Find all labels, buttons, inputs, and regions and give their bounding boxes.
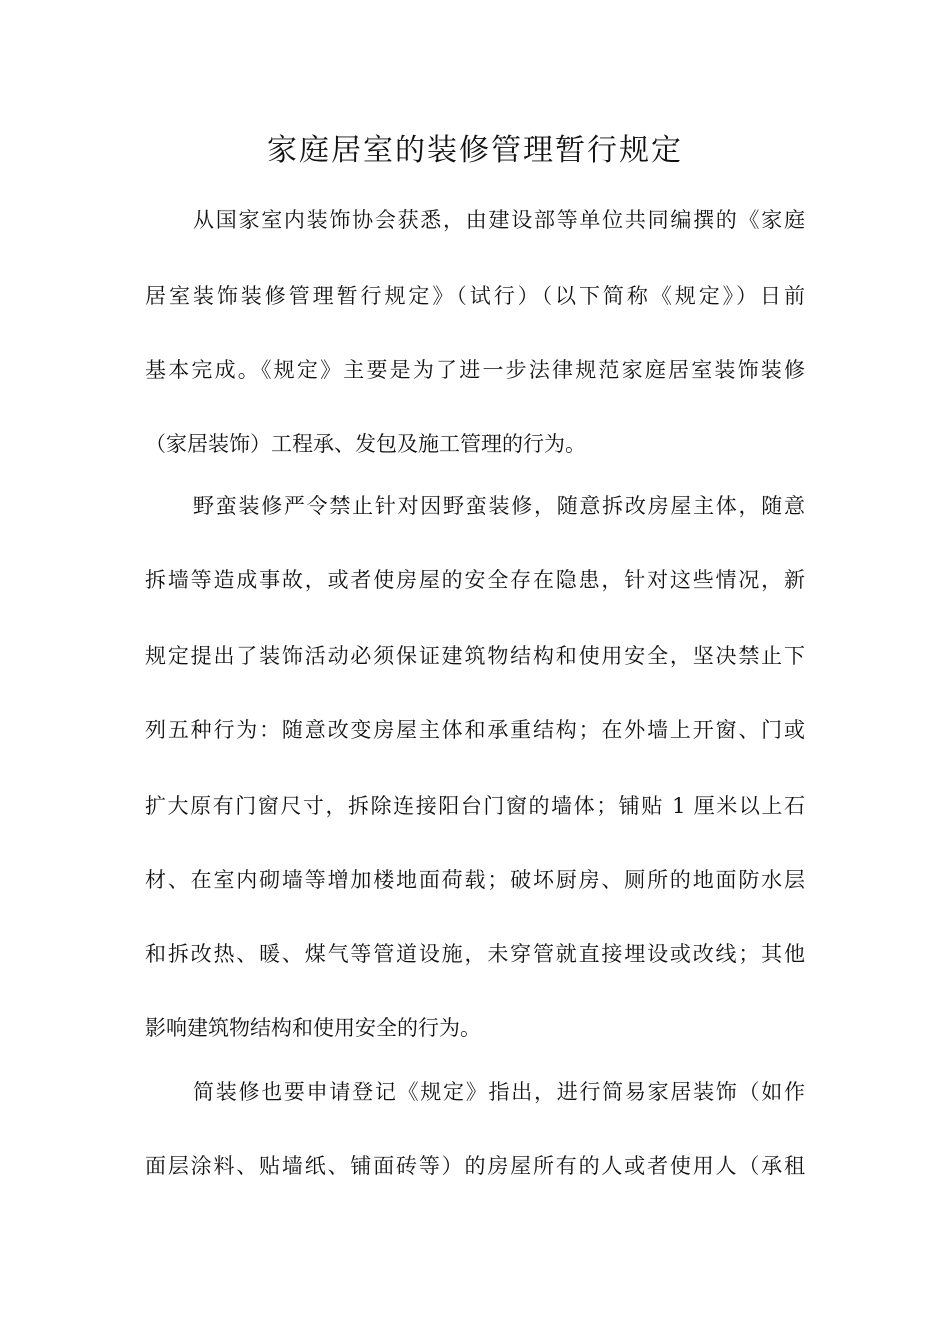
paragraph-2-line-7: 和拆改热、暖、煤气等管道设施，未穿管就直接埋设或改线；其他 bbox=[145, 942, 805, 966]
paragraph-2-line-4: 列五种行为：随意改变房屋主体和承重结构；在外墙上开窗、门或 bbox=[145, 718, 805, 742]
paragraph-2-line-6: 材、在室内砌墙等增加楼地面荷载；破坏厨房、厕所的地面防水层 bbox=[145, 868, 805, 892]
paragraph-3-line-2: 面层涂料、贴墙纸、铺面砖等）的房屋所有的人或者使用人（承租 bbox=[145, 1154, 805, 1178]
paragraph-2-line-5: 扩大原有门窗尺寸，拆除连接阳台门窗的墙体；铺贴 1 厘米以上石 bbox=[145, 794, 805, 818]
paragraph-1-line-3: 基本完成。《规定》主要是为了进一步法律规范家庭居室装饰装修 bbox=[145, 358, 805, 382]
paragraph-1-line-4: （家居装饰）工程承、发包及施工管理的行为。 bbox=[145, 432, 586, 456]
paragraph-2-line-3: 规定提出了装饰活动必须保证建筑物结构和使用安全，坚决禁止下 bbox=[145, 644, 805, 668]
paragraph-2-line-1: 野蛮装修严令禁止针对因野蛮装修，随意拆改房屋主体，随意 bbox=[193, 494, 805, 518]
paragraph-1-line-1: 从国家室内装饰协会获悉，由建设部等单位共同编撰的《家庭 bbox=[193, 208, 805, 232]
paragraph-2-line-8: 影响建筑物结构和使用安全的行为。 bbox=[145, 1016, 481, 1040]
paragraph-2-line-2: 拆墙等造成事故，或者使房屋的安全存在隐患，针对这些情况，新 bbox=[145, 568, 805, 592]
paragraph-3-line-1: 简装修也要申请登记《规定》指出，进行简易家居装饰（如作 bbox=[193, 1080, 805, 1104]
paragraph-1-line-2: 居室装饰装修管理暂行规定》（试行）（以下简称《规定》）日前 bbox=[145, 284, 805, 308]
document-title: 家庭居室的装修管理暂行规定 bbox=[267, 133, 683, 168]
